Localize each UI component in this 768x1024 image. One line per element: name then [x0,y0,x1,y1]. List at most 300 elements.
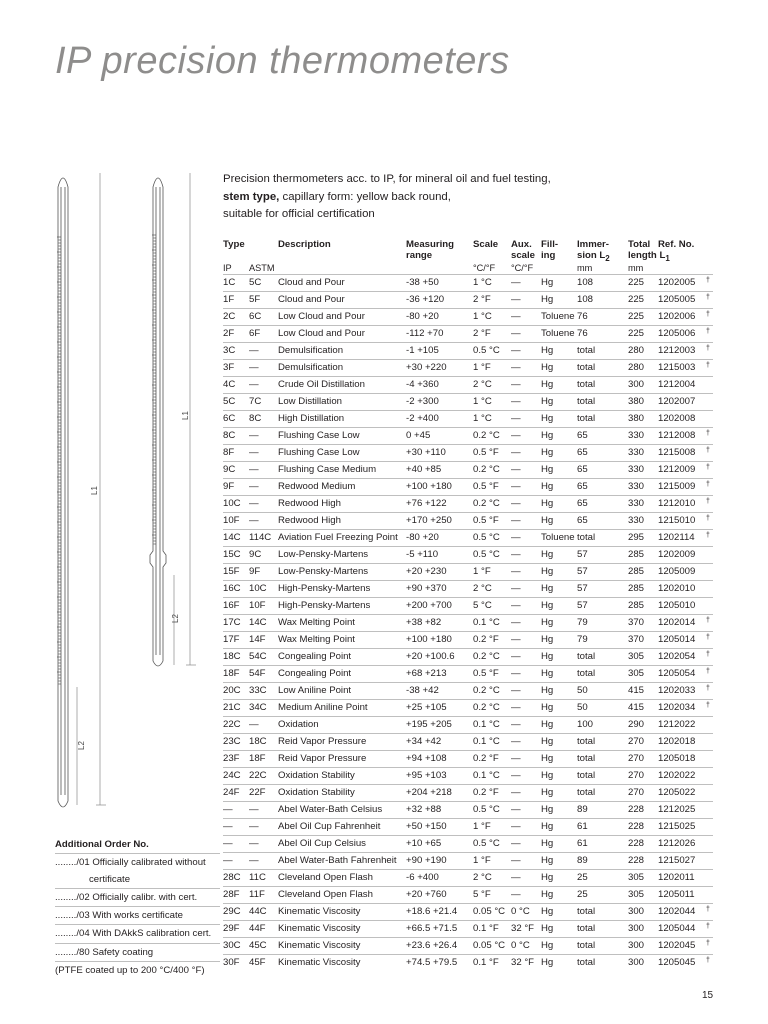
cell-ip: 15F [223,566,240,577]
cell-range: -80 +20 [406,532,439,543]
cell-astm: 14F [249,634,266,645]
cell-astm: — [249,719,259,730]
cell-fill: Hg [541,855,554,866]
cell-desc: High-Pensky-Martens [278,600,371,611]
length-label-l1-right: L1 [181,411,190,420]
cell-range: +50 +150 [406,821,447,832]
cell-fill: Hg [541,668,554,679]
cell-astm: — [249,838,259,849]
table-row [223,376,713,393]
cell-len: 228 [628,804,645,815]
cell-ip: 8F [223,447,235,458]
cell-ip: — [223,838,233,849]
table-row [223,478,713,495]
cell-range: -4 +360 [406,379,439,390]
cell-fill: Hg [541,430,554,441]
subheader-aux-unit: °C/°F [511,263,534,273]
cell-imm: total [577,345,596,356]
cell-desc: Cleveland Open Flash [278,872,373,883]
cell-range: -38 +50 [406,277,439,288]
cell-ref: 1202008 [658,413,696,424]
table-row [223,648,713,665]
table-row [223,359,713,376]
cell-ref: 1202054 [658,651,696,662]
cell-fill: Hg [541,396,554,407]
cell-aux: — [511,753,521,764]
ref-footnote-mark: † [706,685,710,692]
cell-desc: Oxidation Stability [278,770,355,781]
cell-range: -2 +300 [406,396,439,407]
cell-aux: — [511,719,521,730]
table-row [223,325,713,342]
order-item: (PTFE coated up to 200 °C/400 °F) [55,961,220,979]
header-immersion: Immer- [577,239,609,250]
ref-footnote-mark: † [706,294,710,301]
header-aux: Aux. [511,239,532,250]
cell-aux: — [511,617,521,628]
header-immersion-2-text: sion L [577,250,606,261]
ref-footnote-mark: † [706,906,710,913]
cell-astm: 10C [249,583,267,594]
cell-imm: total [577,940,596,951]
cell-ip: 24C [223,770,241,781]
table-row [223,546,713,563]
cell-len: 225 [628,294,645,305]
cell-len: 380 [628,413,645,424]
orders-heading: Additional Order No. [55,839,149,850]
cell-aux: — [511,702,521,713]
cell-ip: 2F [223,328,235,339]
cell-len: 300 [628,940,645,951]
table-row [223,444,713,461]
cell-ref: 1202045 [658,940,696,951]
cell-ref: 1202044 [658,906,696,917]
cell-imm: total [577,379,596,390]
cell-desc: Kinematic Viscosity [278,923,361,934]
cell-ip: 18F [223,668,240,679]
cell-desc: Flushing Case Low [278,447,360,458]
ref-footnote-mark: † [706,617,710,624]
cell-astm: — [249,855,259,866]
cell-desc: Abel Water-Bath Celsius [278,804,383,815]
cell-desc: High Distillation [278,413,345,424]
table-row [223,393,713,410]
cell-range: +170 +250 [406,515,452,526]
cell-imm: total [577,957,596,968]
cell-astm: 18F [249,753,266,764]
cell-range: 0 +45 [406,430,431,441]
cell-scale: 0.5 °F [473,515,499,526]
cell-imm: 65 [577,447,588,458]
cell-imm: 25 [577,889,588,900]
cell-aux: — [511,311,521,322]
cell-astm: 8C [249,413,262,424]
cell-len: 290 [628,719,645,730]
cell-aux: — [511,345,521,356]
cell-imm: total [577,736,596,747]
intro-line-1: Precision thermometers acc. to IP, for mineral oil and fuel testing, [223,173,551,185]
cell-ip: 1F [223,294,235,305]
table-row [223,937,713,954]
cell-len: 270 [628,753,645,764]
cell-scale: 1 °C [473,311,492,322]
cell-range: +204 +218 [406,787,452,798]
cell-range: -80 +20 [406,311,439,322]
cell-imm: 50 [577,685,588,696]
cell-imm: 57 [577,583,588,594]
cell-desc: Wax Melting Point [278,617,355,628]
cell-imm: 108 [577,277,594,288]
cell-desc: Cleveland Open Flash [278,889,373,900]
cell-range: -6 +400 [406,872,439,883]
cell-aux: — [511,651,521,662]
cell-scale: 5 °F [473,889,491,900]
header-aux-scale: scale [511,250,536,261]
cell-astm: 45C [249,940,267,951]
intro-stem-type: stem type, [223,190,280,203]
cell-desc: Low Distillation [278,396,342,407]
ref-footnote-mark: † [706,940,710,947]
cell-ip: 14C [223,532,241,543]
cell-range: +90 +190 [406,855,447,866]
cell-fill: Hg [541,379,554,390]
cell-fill: Toluene [541,311,575,322]
cell-len: 270 [628,787,645,798]
cell-desc: Crude Oil Distillation [278,379,365,390]
cell-fill: Hg [541,277,554,288]
cell-fill: Hg [541,889,554,900]
cell-desc: Low-Pensky-Martens [278,566,369,577]
cell-range: +68 +213 [406,668,447,679]
table-row [223,563,713,580]
cell-fill: Hg [541,736,554,747]
cell-desc: Redwood High [278,515,341,526]
cell-desc: Low Aniline Point [278,685,352,696]
cell-range: +38 +82 [406,617,442,628]
table-row [223,427,713,444]
cell-len: 415 [628,702,645,713]
length-label-l1-left: L1 [90,486,99,495]
cell-scale: 1 °F [473,855,491,866]
cell-astm: 44C [249,906,267,917]
header-filling-2: ing [541,250,556,261]
cell-desc: Abel Oil Cup Celsius [278,838,366,849]
cell-imm: 89 [577,804,588,815]
cell-desc: Demulsification [278,362,344,373]
cell-ip: 20C [223,685,241,696]
cell-imm: 79 [577,634,588,645]
cell-fill: Hg [541,804,554,815]
cell-fill: Hg [541,753,554,764]
header-measuring: Measuring [406,239,454,250]
cell-ref: 1215008 [658,447,696,458]
cell-fill: Hg [541,617,554,628]
cell-imm: 50 [577,702,588,713]
cell-desc: Oxidation [278,719,319,730]
cell-aux: — [511,328,521,339]
cell-astm: — [249,804,259,815]
cell-astm: 11F [249,889,265,900]
cell-ip: 3F [223,362,235,373]
cell-imm: 65 [577,515,588,526]
cell-scale: 1 °F [473,821,491,832]
cell-range: +76 +122 [406,498,447,509]
cell-len: 370 [628,634,645,645]
cell-len: 225 [628,328,645,339]
cell-range: +90 +370 [406,583,447,594]
ref-footnote-mark: † [706,702,710,709]
cell-scale: 0.1 °C [473,719,500,730]
cell-ref: 1212008 [658,430,696,441]
intro-line-2-rest: capillary form: yellow back round, [279,190,451,203]
cell-fill: Hg [541,362,554,373]
cell-ref: 1202007 [658,396,696,407]
intro-text [223,171,643,224]
cell-len: 330 [628,447,645,458]
cell-ref: 1202014 [658,617,696,628]
cell-scale: 0.5 °C [473,804,500,815]
cell-scale: 0.5 °C [473,549,500,560]
table-row [223,614,713,631]
cell-scale: 2 °C [473,872,492,883]
orders-list [55,853,220,979]
cell-astm: — [249,345,259,356]
cell-scale: 1 °C [473,413,492,424]
cell-ref: 1212026 [658,838,696,849]
cell-astm: 6C [249,311,262,322]
cell-ip: — [223,821,233,832]
cell-desc: Congealing Point [278,651,352,662]
cell-ref: 1212022 [658,719,696,730]
cell-desc: Cloud and Pour [278,294,345,305]
cell-ref: 1202010 [658,583,696,594]
cell-aux: 32 °F [511,923,535,934]
cell-fill: Hg [541,838,554,849]
table-row [223,784,713,801]
cell-imm: total [577,532,596,543]
ref-footnote-mark: † [706,498,710,505]
cell-range: -38 +42 [406,685,439,696]
cell-aux: 0 °C [511,940,530,951]
cell-imm: 65 [577,481,588,492]
cell-ref: 1202011 [658,872,695,883]
table-row [223,580,713,597]
cell-desc: Flushing Case Medium [278,464,377,475]
table-row [223,461,713,478]
cell-astm: 5C [249,277,262,288]
cell-astm: 11C [249,872,266,883]
cell-aux: — [511,430,521,441]
cell-scale: 0.2 °F [473,787,499,798]
cell-imm: 65 [577,464,588,475]
cell-range: +40 +85 [406,464,442,475]
cell-astm: 45F [249,957,266,968]
cell-astm: — [249,379,259,390]
cell-desc: Congealing Point [278,668,352,679]
table-row [223,308,713,325]
cell-ip: 5C [223,396,236,407]
cell-imm: 76 [577,311,588,322]
cell-astm: 33C [249,685,267,696]
cell-aux: — [511,872,521,883]
cell-ip: 9F [223,481,235,492]
cell-ip: 1C [223,277,236,288]
cell-range: +18.6 +21.4 [406,906,458,917]
cell-desc: Reid Vapor Pressure [278,753,367,764]
cell-imm: 25 [577,872,588,883]
order-item: ......../03 With works certificate [55,906,220,924]
cell-len: 280 [628,362,645,373]
cell-ref: 1202005 [658,277,696,288]
order-item: ......../04 With DAkkS calibration cert. [55,924,220,942]
cell-range: +200 +700 [406,600,452,611]
cell-fill: Hg [541,651,554,662]
cell-aux: — [511,447,521,458]
cell-fill: Hg [541,549,554,560]
cell-ref: 1215009 [658,481,696,492]
ref-footnote-mark: † [706,277,710,284]
cell-scale: 0.2 °C [473,651,500,662]
cell-aux: — [511,413,521,424]
header-range: range [406,250,433,261]
cell-aux: — [511,668,521,679]
cell-ref: 1212025 [658,804,696,815]
cell-astm: 10F [249,600,266,611]
cell-range: +100 +180 [406,481,452,492]
cell-fill: Toluene [541,328,575,339]
cell-len: 300 [628,923,645,934]
table-row [223,512,713,529]
cell-aux: — [511,566,521,577]
cell-ip: 15C [223,549,241,560]
cell-imm: 57 [577,566,588,577]
cell-len: 300 [628,906,645,917]
cell-scale: 2 °C [473,379,492,390]
cell-scale: 0.5 °F [473,481,499,492]
cell-range: -2 +400 [406,413,439,424]
header-total: Total [628,239,651,250]
cell-fill: Hg [541,566,554,577]
cell-len: 305 [628,872,645,883]
cell-fill: Hg [541,498,554,509]
cell-aux: 0 °C [511,906,530,917]
intro-line-3: suitable for official certification [223,208,375,220]
cell-desc: Cloud and Pour [278,277,345,288]
cell-imm: total [577,753,596,764]
cell-ref: 1205045 [658,957,696,968]
cell-ip: 28C [223,872,241,883]
ref-footnote-mark: † [706,362,710,369]
cell-fill: Hg [541,685,554,696]
table-row [223,342,713,359]
cell-fill: Hg [541,719,554,730]
cell-fill: Hg [541,583,554,594]
cell-ref: 1205011 [658,889,695,900]
cell-len: 228 [628,821,645,832]
table-row [223,954,713,971]
cell-fill: Hg [541,787,554,798]
cell-scale: 5 °C [473,600,492,611]
cell-scale: 0.1 °C [473,736,500,747]
cell-scale: 0.05 °C [473,940,506,951]
cell-fill: Hg [541,906,554,917]
table-row [223,886,713,903]
cell-scale: 0.2 °F [473,634,499,645]
cell-len: 285 [628,549,645,560]
cell-astm: 9C [249,549,262,560]
cell-len: 330 [628,515,645,526]
table-row [223,818,713,835]
cell-len: 280 [628,345,645,356]
cell-ref: 1205005 [658,294,696,305]
order-item: ......../80 Safety coating [55,943,220,961]
table-row [223,716,713,733]
cell-ref: 1202018 [658,736,696,747]
cell-fill: Hg [541,464,554,475]
cell-range: -5 +110 [406,549,439,560]
cell-fill: Hg [541,294,554,305]
cell-range: +25 +105 [406,702,447,713]
cell-ip: 10F [223,515,240,526]
cell-scale: 0.5 °F [473,668,499,679]
table-row [223,750,713,767]
cell-len: 228 [628,855,645,866]
cell-ref: 1212010 [658,498,696,509]
cell-desc: High-Pensky-Martens [278,583,371,594]
header-immersion-2-sub: 2 [605,253,610,263]
cell-scale: 0.05 °C [473,906,506,917]
cell-desc: Redwood High [278,498,341,509]
table-row [223,835,713,852]
cell-range: -112 +70 [406,328,444,339]
cell-ip: 30F [223,957,240,968]
thermometer-drawing [40,165,210,825]
cell-range: -1 +105 [406,345,439,356]
cell-ip: 18C [223,651,241,662]
cell-imm: 79 [577,617,588,628]
table-row [223,801,713,818]
table-row [223,495,713,512]
cell-ip: 16C [223,583,241,594]
cell-ref: 1212009 [658,464,696,475]
table-row [223,733,713,750]
table-row [223,410,713,427]
cell-astm: 18C [249,736,267,747]
cell-imm: 61 [577,838,588,849]
cell-len: 270 [628,736,645,747]
cell-scale: 0.5 °C [473,838,500,849]
cell-len: 305 [628,668,645,679]
page-title: IP precision thermometers [55,40,510,82]
cell-ref: 1215010 [658,515,696,526]
cell-range: +34 +42 [406,736,442,747]
cell-aux: — [511,362,521,373]
cell-imm: 57 [577,600,588,611]
cell-fill: Hg [541,481,554,492]
cell-fill: Hg [541,821,554,832]
additional-order-numbers [55,836,220,979]
thermometer-left-outline [58,178,68,807]
subheader-scale-unit: °C/°F [473,263,496,273]
cell-aux: 32 °F [511,957,535,968]
cell-astm: 7C [249,396,262,407]
cell-ip: 6C [223,413,236,424]
cell-scale: 0.5 °C [473,345,500,356]
subheader-ip: IP [223,263,232,273]
ref-footnote-mark: † [706,481,710,488]
cell-ip: 29C [223,906,241,917]
cell-ref: 1205018 [658,753,696,764]
